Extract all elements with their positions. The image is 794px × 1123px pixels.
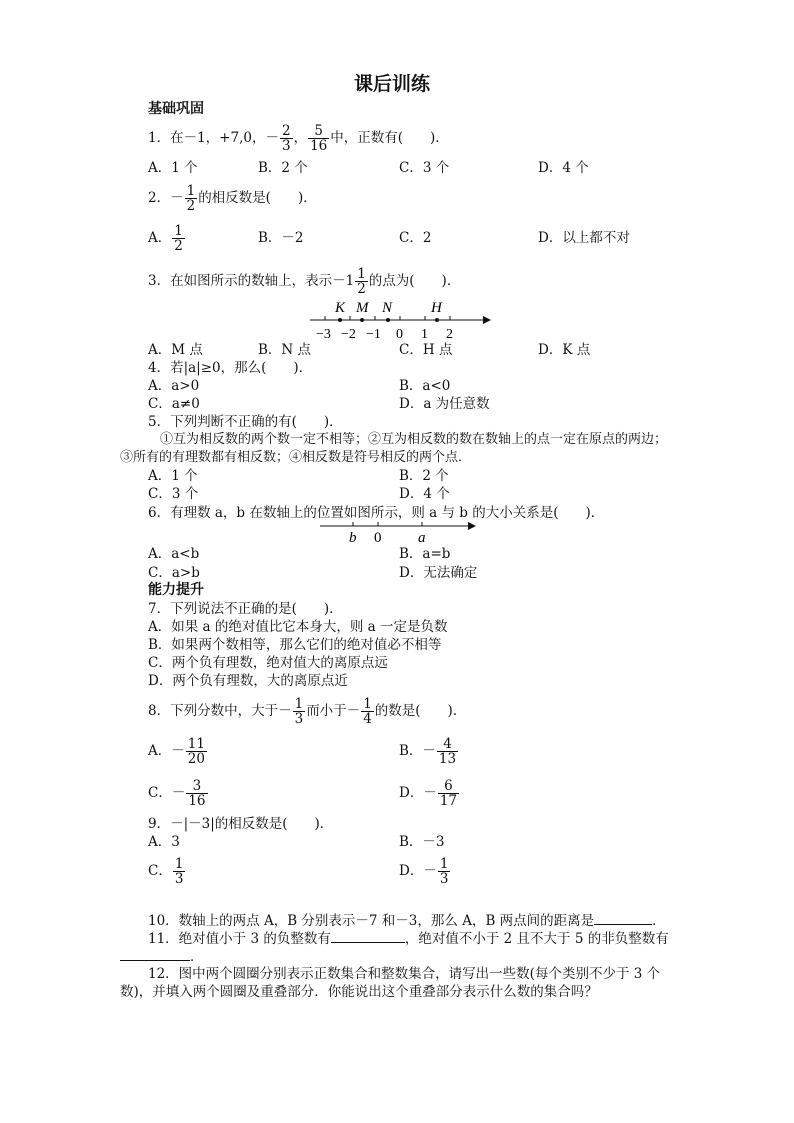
q5-option-a: A．1 个 [148,468,198,484]
point-m [360,318,364,322]
q9-option-c: C． $\frac{1}{3}$ [148,856,184,887]
q3-option-c: C．H 点 [399,342,453,358]
fraction: $\frac{1}{2}$ [186,183,196,214]
fraction: $\frac{2}{3}$ [281,123,291,154]
point-label-m: M [356,300,369,316]
point-k [338,318,342,322]
fraction: $\frac{1}{4}$ [363,696,372,727]
page-title: 课后训练 [354,73,431,95]
tick-label: 2 [446,327,453,342]
q4-option-b: B．a<0 [399,378,451,394]
section-basic-heading: 基础巩固 [148,101,204,117]
axis-arrow [483,316,491,324]
question-8-stem: 8．下列分数中，大于－ $\frac{1}{3}$ 而小于－ $\frac{1}{4}$ 的数是( )． [148,696,467,727]
fraction: $\frac{4}{13}$ [438,736,457,767]
q2-option-d: D．以上都不对 [538,230,630,246]
q1-option-a: A．1 个 [148,160,198,176]
q9-option-d: D．－ $\frac{1}{3}$ [399,856,449,887]
q9-option-b: B．－3 [399,834,445,850]
q8-option-a: A．－ $\frac{11}{20}$ [148,736,205,767]
q6-option-c: C．a>b [148,565,200,581]
q7-option-a: A．如果 a 的绝对值比它本身大，则 a 一定是负数 [148,619,448,635]
question-5-statements-line-2: ③所有的有理数都有相反数；④相反数是符号相反的两个点． [120,450,472,465]
q7-option-b: B．如果两个数相等，那么它们的绝对值必不相等 [148,637,442,653]
question-11: 11．绝对值小于 3 的负整数有 ，绝对值不小于 2 且不大于 5 的非负整数有 [148,931,669,947]
question-5-statements-line-1: ①互为相反数的两个数一定不相等；②互为相反数的数在数轴上的点一定在原点的两边； [160,432,668,447]
question-3-stem: 3．在如图所示的数轴上，表示－1 $\frac{1}{2}$ 的点为( )． [148,266,461,297]
q8-option-b: B．－ $\frac{4}{13}$ [399,736,457,767]
point-label-h: H [431,300,442,316]
question-6-stem: 6．有理数 a，b 在数轴上的位置如图所示，则 a 与 b 的大小关系是( )． [148,505,605,521]
fraction: $\frac{1}{3}$ [174,856,184,887]
q8-option-d: D．－ $\frac{6}{17}$ [399,778,458,809]
tick-label: −1 [366,327,381,342]
tick-label: 0 [396,327,403,342]
answer-blank[interactable] [120,948,190,961]
question-11-continuation: ． [120,948,204,965]
tick-label: 1 [421,327,428,342]
fraction: $\frac{1}{3}$ [439,856,449,887]
q2-option-a: A． $\frac{1}{2}$ [148,223,183,254]
q5-option-b: B．2 个 [399,468,449,484]
q1-option-b: B．2 个 [258,160,308,176]
question-4-stem: 4．若|a|≥0，那么( )． [148,360,313,376]
tick-label: −3 [316,327,331,342]
question-12-line-1: 12．图中两个圆圈分别表示正数集合和整数集合，请写出一些数(每个类别不少于 3 个 [148,966,661,982]
q7-option-d: D．两个负有理数，大的离原点近 [148,673,348,689]
q5-option-c: C．3 个 [148,486,199,502]
axis-label-zero: 0 [374,530,382,546]
q5-option-d: D．4 个 [399,486,450,502]
point-n [386,318,390,322]
q4-option-a: A．a>0 [148,378,200,394]
number-line-ab-figure [318,520,478,546]
point-label-k: K [335,300,346,316]
question-7-stem: 7．下列说法不正确的是( )． [148,601,343,617]
q3-option-b: B．N 点 [258,342,312,358]
q8-option-c: C．－ $\frac{3}{16}$ [148,778,206,809]
section-advanced-heading: 能力提升 [148,582,204,598]
axis-label-a: a [418,530,426,546]
q2-option-b: B．－2 [258,230,304,246]
q6-option-d: D．无法确定 [399,565,478,581]
answer-blank[interactable] [331,930,405,943]
q3-option-d: D．K 点 [538,342,591,358]
question-2-stem: 2．－ $\frac{1}{2}$ 的相反数是( )． [148,183,317,214]
q7-option-c: C．两个负有理数，绝对值大的离原点远 [148,655,388,671]
fraction: $\frac{6}{17}$ [439,778,458,809]
q3-option-a: A．M 点 [148,342,203,358]
q1-option-d: D．4 个 [538,160,589,176]
fraction: $\frac{1}{2}$ [357,266,366,297]
axis-label-b: b [349,530,357,546]
question-1-stem: 1．在－1，+7,0，－ $\frac{2}{3}$ ， $\frac{5}{16}$ 中，正数有( )． [148,123,449,154]
tick-label: −2 [341,327,356,342]
q6-option-b: B．a=b [399,546,451,562]
answer-blank[interactable] [594,912,652,925]
fraction: $\frac{5}{16}$ [310,123,328,154]
question-10: 10．数轴上的两点 A，B 分别表示－7 和－3，那么 A，B 两点间的距离是 ． [148,913,666,929]
q4-option-c: C．a≠0 [148,396,200,412]
q6-option-a: A．a<b [148,546,200,562]
q1-option-c: C．3 个 [399,160,450,176]
q4-option-d: D．a 为任意数 [399,396,490,412]
q2-option-c: C．2 [399,230,432,246]
fraction: $\frac{3}{16}$ [188,778,206,809]
question-12-line-2: 数)，并填入两个圆圈及重叠部分．你能说出这个重叠部分表示什么数的集合吗？ [120,984,598,1000]
fraction: $\frac{1}{2}$ [174,223,183,254]
fraction: $\frac{11}{20}$ [187,736,205,767]
question-5-stem: 5．下列判断不正确的有( )． [148,414,343,430]
fraction: $\frac{1}{3}$ [294,696,304,727]
point-label-n: N [382,300,393,316]
point-h [435,318,439,322]
number-line-figure [305,298,495,344]
q9-option-a: A．3 [148,834,180,850]
axis-arrow [468,522,476,530]
question-9-stem: 9．－|－3|的相反数是( )． [148,816,334,832]
